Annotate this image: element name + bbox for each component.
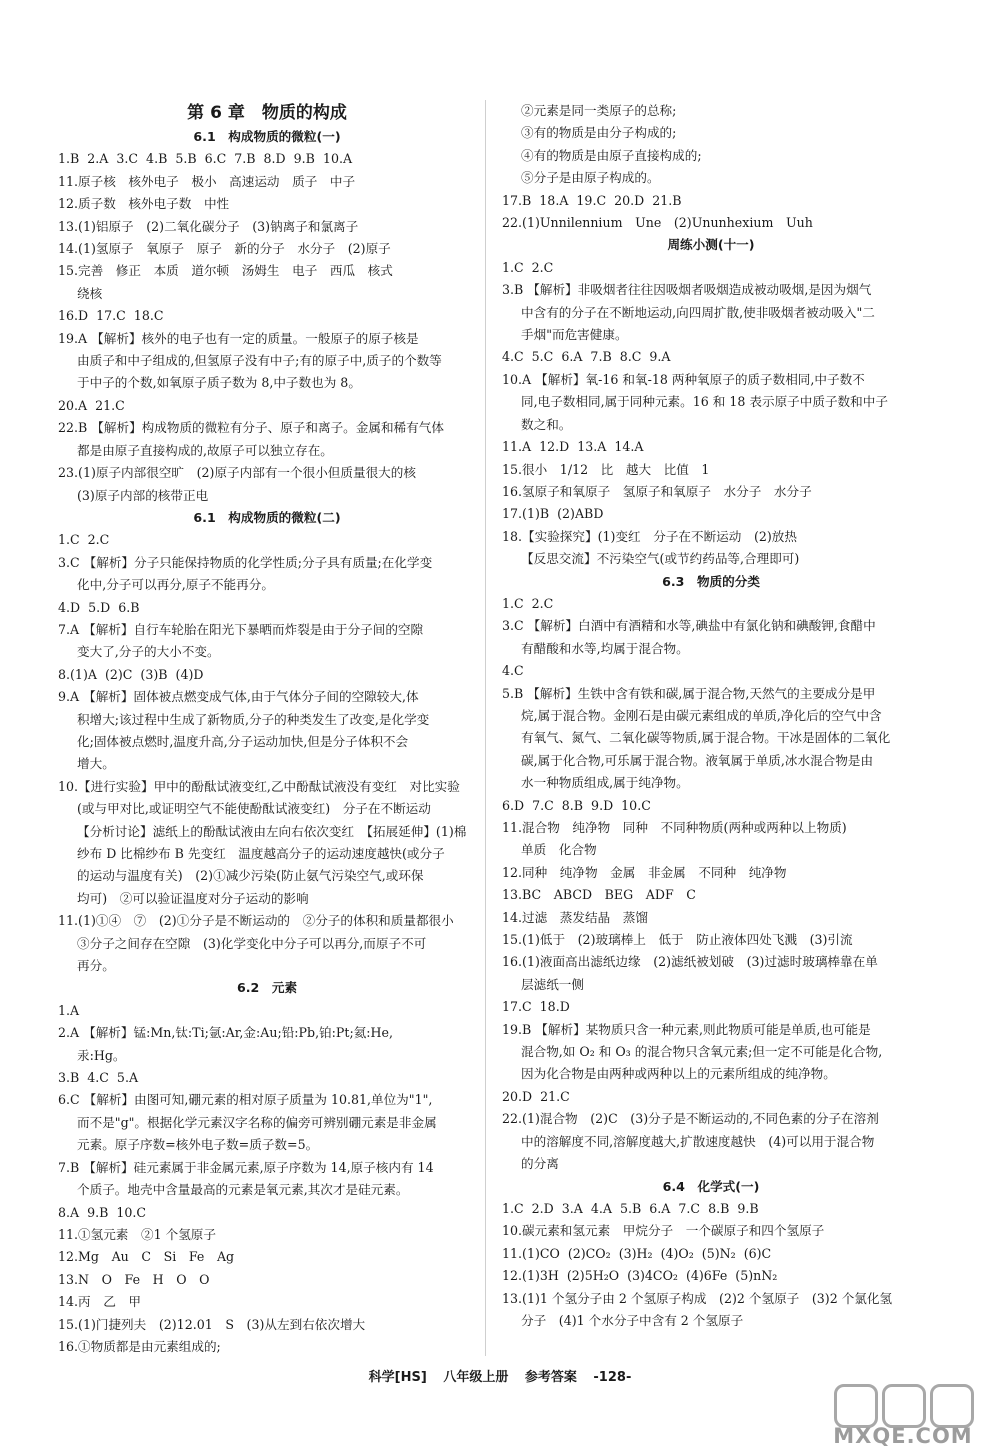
answer-line: 17.(1)B (2)ABD [502, 506, 604, 522]
answer-line: 10.碳元素和氢元素 甲烷分子 一个碳原子和四个氢原子 [502, 1223, 825, 1239]
answer-line: 10.A 【解析】氧-16 和氧-18 两种氧原子的质子数相同,中子数不 [502, 371, 865, 387]
column-divider [485, 100, 486, 1356]
left-column [58, 100, 476, 1358]
answer-line: 11.混合物 纯净物 同种 不同种物质(两种或两种以上物质) [502, 820, 847, 835]
section-heading: 6.1 构成物质的微粒(一) [193, 129, 341, 144]
right-column [502, 100, 920, 1332]
answer-line: 13.N O Fe H O O [58, 1271, 210, 1287]
chapter-title: 第 6 章 物质的构成 [187, 103, 347, 123]
section-heading: 6.1 构成物质的微粒(二) [193, 509, 341, 525]
answer-line: 16.(1)液面高出滤纸边缘 (2)滤纸被划破 (3)过滤时玻璃棒靠在单 [502, 954, 878, 970]
answer-line: (3)原子内部的核带正电 [77, 487, 209, 503]
answer-line: 17.B 18.A 19.C 20.D 21.B [502, 192, 682, 208]
answer-line: 11.原子核 核外电子 极小 高速运动 质子 中子 [58, 173, 356, 189]
answer-line: 18.【实验探究】(1)变红 分子在不断运动 (2)放热 [502, 528, 797, 544]
answer-line: 碳,属于化合物,可乐属于混合物。液氧属于单质,冰水混合物是由 [521, 752, 874, 768]
answer-line: 均可) ②可以验证温度对分子运动的影响 [77, 890, 309, 906]
section-heading: 6.3 物质的分类 [662, 573, 760, 589]
answer-line: 【反思交流】不污染空气(或节约药品等,合理即可) [521, 551, 800, 567]
answer-line: 积增大;该过程中生成了新物质,分子的种类发生了改变,是化学变 [77, 711, 430, 727]
answer-line: 【分析讨论】滤纸上的酚酞试液由左向右依次变红 【拓展延伸】(1)棉 [77, 823, 467, 839]
answer-line: 中含有的分子在不断地运动,向四周扩散,使非吸烟者被动吸入"二 [521, 304, 875, 320]
answer-line: ④有的物质是由原子直接构成的; [521, 147, 702, 163]
answer-line: ③有的物质是由分子构成的; [521, 125, 677, 141]
answer-line: 1.C 2.C [502, 259, 554, 275]
answer-line: 4.C [502, 663, 524, 679]
answer-line: 3.C 【解析】分子只能保持物质的化学性质;分子具有质量;在化学变 [58, 554, 433, 570]
answer-line: 22.(1)Unnilennium Une (2)Ununhexium Uuh [502, 215, 813, 231]
answer-line: 混合物,如 O₂ 和 O₃ 的混合物只含氧元素;但一定不可能是化合物, [521, 1044, 883, 1060]
answer-line: 7.B 【解析】硅元素属于非金属元素,原子序数为 14,原子核内有 14 [58, 1159, 434, 1175]
page-number: -128- [593, 1370, 632, 1385]
answer-line: 10.【进行实验】甲中的酚酞试液变红,乙中酚酞试液没有变红 对比实验 [58, 778, 460, 794]
answer-line: 层滤纸一侧 [521, 976, 584, 992]
answer-line: 15.(1)低于 (2)玻璃棒上 低于 防止液体四处飞溅 (3)引流 [502, 932, 853, 948]
answer-line: 有氧气、氮气、二氧化碳等物质,属于混合物。干冰是固体的二氧化 [521, 730, 891, 746]
answer-line: 汞:Hg。 [77, 1047, 126, 1063]
answer-line: 增大。 [77, 756, 115, 772]
answer-line: 22.(1)混合物 (2)C (3)分子是不断运动的,不同色素的分子在溶剂 [502, 1111, 879, 1127]
answer-line: 19.A 【解析】核外的电子也有一定的质量。一般原子的原子核是 [58, 330, 419, 346]
answer-line: ②元素是同一类原子的总称; [521, 103, 677, 118]
answer-line: 14.(1)氢原子 氧原子 原子 新的分子 水分子 (2)原子 [58, 241, 391, 257]
answer-line: 4.C 5.C 6.A 7.B 8.C 9.A [502, 349, 671, 365]
answer-line: 单质 化合物 [521, 842, 597, 858]
answer-line: 8.(1)A (2)C (3)B (4)D [58, 666, 204, 682]
answer-line: 23.(1)原子内部很空旷 (2)原子内部有一个很小但质量很大的核 [58, 465, 416, 481]
answer-line: 14.过滤 蒸发结晶 蒸馏 [502, 909, 648, 925]
answer-line: 分子 (4)1 个水分子中含有 2 个氢原子 [521, 1312, 744, 1328]
answer-line: 16.①物质都是由元素组成的; [58, 1338, 221, 1354]
answer-line: 11.①氢元素 ②1 个氢原子 [58, 1226, 216, 1242]
answer-line: 数之和。 [521, 416, 572, 432]
answer-line: 4.D 5.D 6.B [58, 599, 140, 615]
answer-line: 15.完善 修正 本质 道尔顿 汤姆生 电子 西瓜 核式 [58, 263, 393, 279]
answer-line: 元素。原子序数=核外电子数=质子数=5。 [77, 1137, 319, 1153]
answer-line: 15.(1)门捷列夫 (2)12.01 S (3)从左到右依次增大 [58, 1316, 366, 1332]
answer-line: 8.A 9.B 10.C [58, 1204, 147, 1220]
watermark-text: MXQE.COM [833, 1424, 973, 1448]
answer-line: 1.C 2.C [58, 532, 110, 548]
answer-line: (或与甲对比,或证明空气不能使酚酞试液变红) 分子在不断运动 [77, 801, 431, 817]
answer-line: 20.A 21.C [58, 397, 125, 413]
answer-line: 同,电子数相同,属于同种元素。16 和 18 表示原子中质子数和中子 [521, 394, 888, 410]
answer-line: 因为化合物是由两种或两种以上的元素所组成的纯净物。 [521, 1066, 836, 1082]
answer-line: 个质子。地壳中含量最高的元素是氧元素,其次才是硅元素。 [77, 1182, 409, 1198]
answer-line: 12.(1)3H (2)5H₂O (3)4CO₂ (4)6Fe (5)nN₂ [502, 1268, 778, 1284]
answer-line: 12.同种 纯净物 金属 非金属 不同种 纯净物 [502, 864, 787, 880]
watermark-logo [818, 1382, 988, 1448]
answer-line: 的运动与温度有关) (2)①减少污染(防止氨气污染空气,或环保 [77, 868, 424, 884]
answer-line: 13.BC ABCD BEG ADF C [502, 887, 696, 903]
answer-line: 1.C 2.C [502, 595, 554, 611]
answer-line: 的分离 [521, 1156, 559, 1172]
answer-line: 再分。 [77, 958, 115, 974]
answer-line: 水一种物质组成,属于纯净物。 [521, 775, 689, 791]
answer-line: 19.B 【解析】某物质只含一种元素,则此物质可能是单质,也可能是 [502, 1021, 871, 1037]
answer-line: 11.A 12.D 13.A 14.A [502, 439, 644, 455]
answer-line: 13.(1)1 个氢分子由 2 个氢原子构成 (2)2 个氢原子 (3)2 个氯化氢 [502, 1290, 893, 1306]
answer-line: 12.质子数 核外电子数 中性 [58, 196, 230, 212]
answer-line: 化;固体被点燃时,温度升高,分子运动加快,但是分子体积不会 [77, 733, 409, 749]
answer-line: ⑤分子是由原子构成的。 [521, 170, 660, 186]
footer-label: 参考答案 [524, 1370, 577, 1385]
answer-line: 20.D 21.C [502, 1088, 570, 1104]
answer-line: 纱布 D 比棉纱布 B 先变红 温度越高分子的运动速度越快(或分子 [77, 846, 445, 861]
answer-line: 1.A [58, 1002, 80, 1018]
answer-line: 由质子和中子组成的,但氢原子没有中子;有的原子中,质子的个数等 [77, 353, 442, 369]
answer-line: 中的溶解度不同,溶解度越大,扩散速度越快 (4)可以用于混合物 [521, 1133, 875, 1149]
answer-line: 都是由原子直接构成的,故原子可以独立存在。 [77, 442, 333, 458]
answer-line: ③分子之间存在空隙 (3)化学变化中分子可以再分,而原子不可 [77, 935, 427, 951]
answer-line: 9.A 【解析】固体被点燃变成气体,由于气体分子间的空隙较大,体 [58, 689, 419, 705]
answer-line: 16.D 17.C 18.C [58, 308, 164, 324]
answer-line: 1.C 2.D 3.A 4.A 5.B 6.A 7.C 8.B 9.B [502, 1200, 759, 1216]
answer-line: 烷,属于混合物。金刚石是由碳元素组成的单质,净化后的空气中含 [521, 707, 882, 723]
answer-line: 3.C 【解析】白酒中有酒精和水等,碘盐中有氯化钠和碘酸钾,食醋中 [502, 618, 876, 634]
answer-line: 而不是"g"。根据化学元素汉字名称的偏旁可辨别硼元素是非金属 [77, 1114, 437, 1130]
answer-line: 1.B 2.A 3.C 4.B 5.B 6.C 7.B 8.D 9.B 10.A [58, 151, 353, 167]
answer-line: 11.(1)CO (2)CO₂ (3)H₂ (4)O₂ (5)N₂ (6)C [502, 1245, 772, 1261]
answer-line: 2.A 【解析】锰:Mn,钛:Ti;氩:Ar,金:Au;铅:Pb,铂:Pt;氦:He, [58, 1025, 393, 1041]
section-heading: 6.4 化学式(一) [662, 1178, 760, 1194]
answer-line: 17.C 18.D [502, 999, 570, 1015]
answer-line: 11.(1)①④ ⑦ (2)①分子是不断运动的 ②分子的体积和质量都很小 [58, 913, 454, 929]
answer-line: 化中,分子可以再分,原子不能再分。 [77, 577, 274, 593]
answer-line: 22.B 【解析】构成物质的微粒有分子、原子和离子。金属和稀有气体 [58, 420, 444, 436]
section-heading: 周练小测(十一) [667, 237, 755, 253]
answer-line: 5.B 【解析】生铁中含有铁和碳,属于混合物,天然气的主要成分是甲 [502, 685, 876, 701]
answer-line: 6.D 7.C 8.B 9.D 10.C [502, 797, 651, 813]
answer-line: 6.C 【解析】由图可知,硼元素的相对原子质量为 10.81,单位为"1", [58, 1092, 433, 1108]
answer-line: 变大了,分子的大小不变。 [77, 644, 220, 660]
section-heading: 6.2 元素 [236, 980, 298, 996]
answer-line: 14.丙 乙 甲 [58, 1294, 141, 1310]
answer-line: 15.很小 1/12 比 越大 比值 1 [502, 461, 710, 477]
answer-line: 于中子的个数,如氧原子质子数为 8,中子数也为 8。 [77, 375, 361, 391]
answer-line: 3.B 4.C 5.A [58, 1070, 139, 1086]
answer-line: 3.B 【解析】非吸烟者往往因吸烟者吸烟造成被动吸烟,是因为烟气 [502, 282, 872, 298]
footer-subject: 科学[HS] [368, 1370, 427, 1385]
footer-grade: 八年级上册 [443, 1370, 509, 1385]
answer-line: 手烟"而危害健康。 [521, 327, 628, 343]
answer-line: 16.氢原子和氧原子 氢原子和氧原子 水分子 水分子 [502, 483, 812, 499]
answer-line: 13.(1)铝原子 (2)二氧化碳分子 (3)钠离子和氯离子 [58, 218, 359, 234]
answer-line: 12.Mg Au C Si Fe Ag [58, 1249, 235, 1265]
answer-line: 7.A 【解析】自行车轮胎在阳光下暴晒而炸裂是由于分子间的空隙 [58, 621, 424, 637]
answer-line: 有醋酸和水等,均属于混合物。 [521, 640, 689, 656]
answer-line: 绕核 [77, 285, 103, 301]
